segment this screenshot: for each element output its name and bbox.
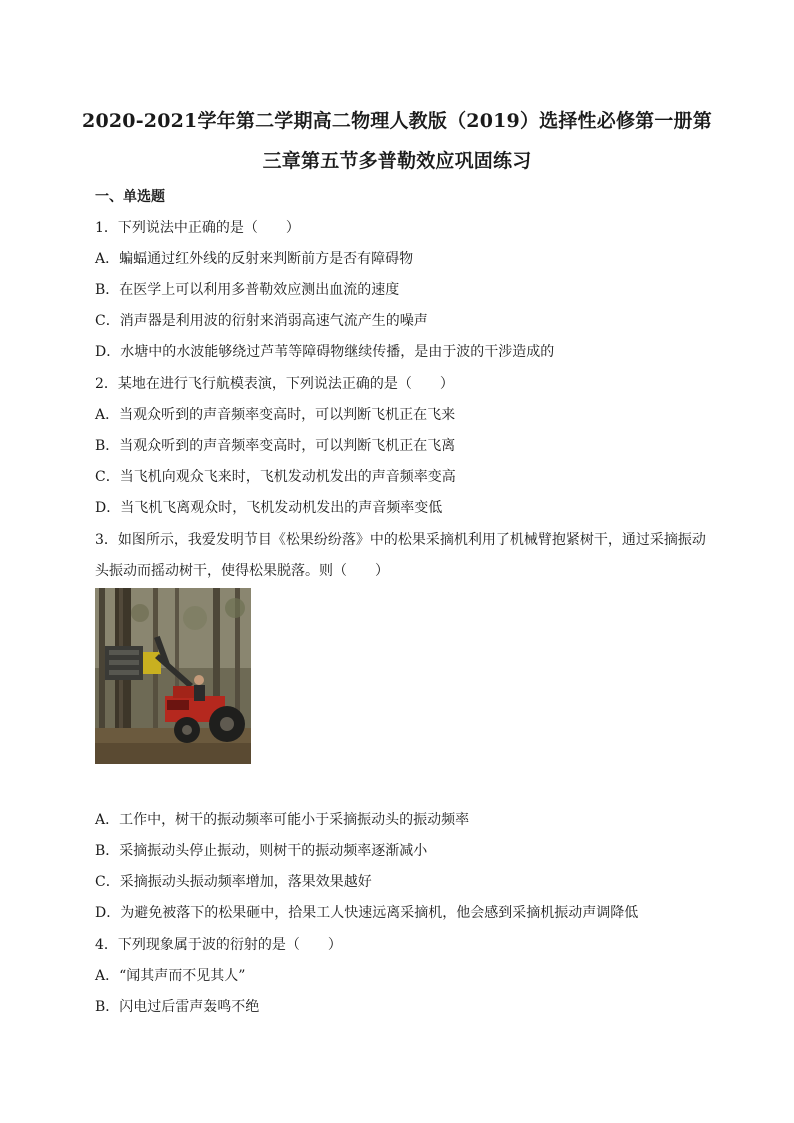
document-title-line-2: 三章第五节多普勒效应巩固练习 xyxy=(262,150,532,172)
question-1-option-d: D．水塘中的水波能够绕过芦苇等障碍物继续传播，是由于波的干涉造成的 xyxy=(95,344,555,360)
section-heading: 一、单选题 xyxy=(95,189,165,205)
question-3-stem-line-1: 3．如图所示，我爱发明节目《松果纷纷落》中的松果采摘机利用了机械臂抱紧树干，通过采摘振动 xyxy=(95,532,706,548)
question-3-option-d: D．为避免被落下的松果砸中，拾果工人快速远离采摘机，他会感到采摘机振动声调降低 xyxy=(95,905,639,921)
question-4-option-b: B．闪电过后雷声轰鸣不绝 xyxy=(95,999,260,1015)
question-2-option-b: B．当观众听到的声音频率变高时，可以判断飞机正在飞离 xyxy=(95,438,456,454)
document-title-line-1: 2020-2021学年第二学期高二物理人教版（2019）选择性必修第一册第 xyxy=(82,110,712,132)
question-3-option-a: A．工作中，树干的振动频率可能小于采摘振动头的振动频率 xyxy=(95,812,470,828)
question-2-stem: 2．某地在进行飞行航模表演，下列说法正确的是（ ） xyxy=(95,376,454,392)
question-3-stem-line-2: 头振动而摇动树干，使得松果脱落。则（ ） xyxy=(95,563,389,579)
question-1-option-a: A．蝙蝠通过红外线的反射来判断前方是否有障碍物 xyxy=(95,251,414,267)
question-3-option-c: C．采摘振动头振动频率增加，落果效果越好 xyxy=(95,874,372,890)
question-3-option-b: B．采摘振动头停止振动，则树干的振动频率逐渐减小 xyxy=(95,843,428,859)
question-2-option-a: A．当观众听到的声音频率变高时，可以判断飞机正在飞来 xyxy=(95,407,456,423)
question-4-stem: 4．下列现象属于波的衍射的是（ ） xyxy=(95,937,342,953)
question-2-option-c: C．当飞机向观众飞来时，飞机发动机发出的声音频率变高 xyxy=(95,469,456,485)
question-1-option-c: C．消声器是利用波的衍射来消弱高速气流产生的噪声 xyxy=(95,313,428,329)
question-2-option-d: D．当飞机飞离观众时，飞机发动机发出的声音频率变低 xyxy=(95,500,443,516)
pine-cone-harvester-photo xyxy=(95,588,251,764)
question-1-option-b: B．在医学上可以利用多普勒效应测出血流的速度 xyxy=(95,282,400,298)
question-1-stem: 1．下列说法中正确的是（ ） xyxy=(95,220,300,236)
question-4-option-a: A．“闻其声而不见其人” xyxy=(95,968,246,984)
